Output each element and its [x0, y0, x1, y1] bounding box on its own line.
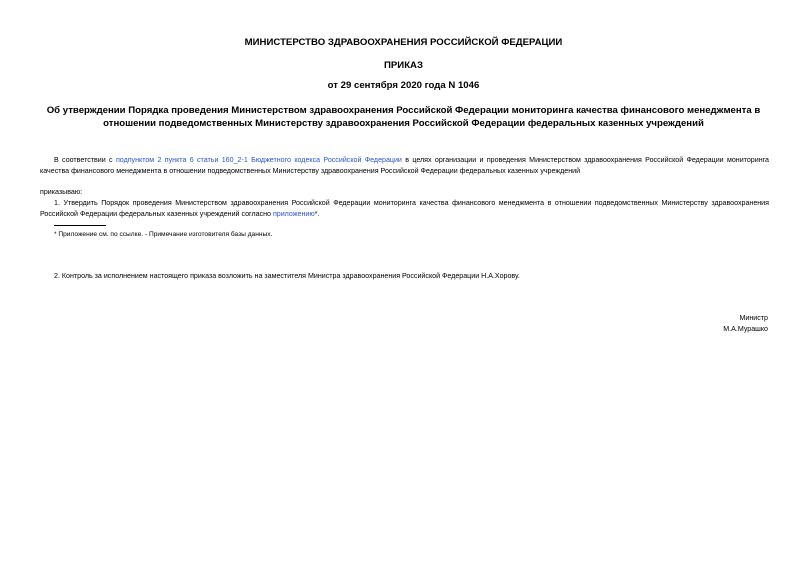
document-title: Об утверждении Порядка проведения Министерством здравоохранения Российской Федерации мониторинга качества финансового менеджмента в отношении подведомственных Министерству здравоохранения Российской Федерации федеральных казенных учреждений: [46, 105, 761, 129]
item-1-text: 1. Утвердить Порядок проведения Министерством здравоохранения Российской Федерации мониторинга качества финансового менеджмента в отношении подведомственных Министерству здравоохранения Российской Федерации федеральных казенных учреждений согласно: [40, 199, 769, 218]
appendix-link[interactable]: приложению: [272, 210, 315, 218]
order-heading: ПРИКАЗ: [384, 60, 423, 71]
ministry-heading: МИНИСТЕРСТВО ЗДРАВООХРАНЕНИЯ РОССИЙСКОЙ ФЕДЕРАЦИИ: [244, 37, 563, 48]
signature-title: Министр: [739, 314, 768, 322]
footnote-divider: [54, 225, 106, 226]
preamble-text-before: В соответствии с: [54, 156, 116, 164]
budget-code-link[interactable]: подпунктом 2 пункта 6 статьи 160_2-1 Бюджетного кодекса Российской Федерации: [115, 156, 402, 164]
item-1-suffix: *.: [314, 210, 320, 218]
signature-name: М.А.Мурашко: [723, 325, 768, 333]
footnote-text: * Приложение см. по ссылке. - Примечание изготовителя базы данных.: [54, 231, 273, 238]
preamble-text-after: в целях организации и проведения Министерством здравоохранения Российской Федерации мониторинга качества финансового менеджмента в отношении подведомственных Министерству здравоохранения Российской Федерации федеральных казенных учреждений: [40, 156, 769, 175]
item-2-paragraph: 2. Контроль за исполнением настоящего приказа возложить на заместителя Министра здравоохранения Российской Федерации Н.А.Хорову.: [54, 272, 520, 280]
item-1-paragraph: [40, 198, 769, 220]
prikazyvayu-line: приказываю:: [40, 188, 83, 196]
preamble-paragraph: [40, 155, 769, 177]
order-date: от 29 сентября 2020 года N 1046: [327, 80, 480, 91]
